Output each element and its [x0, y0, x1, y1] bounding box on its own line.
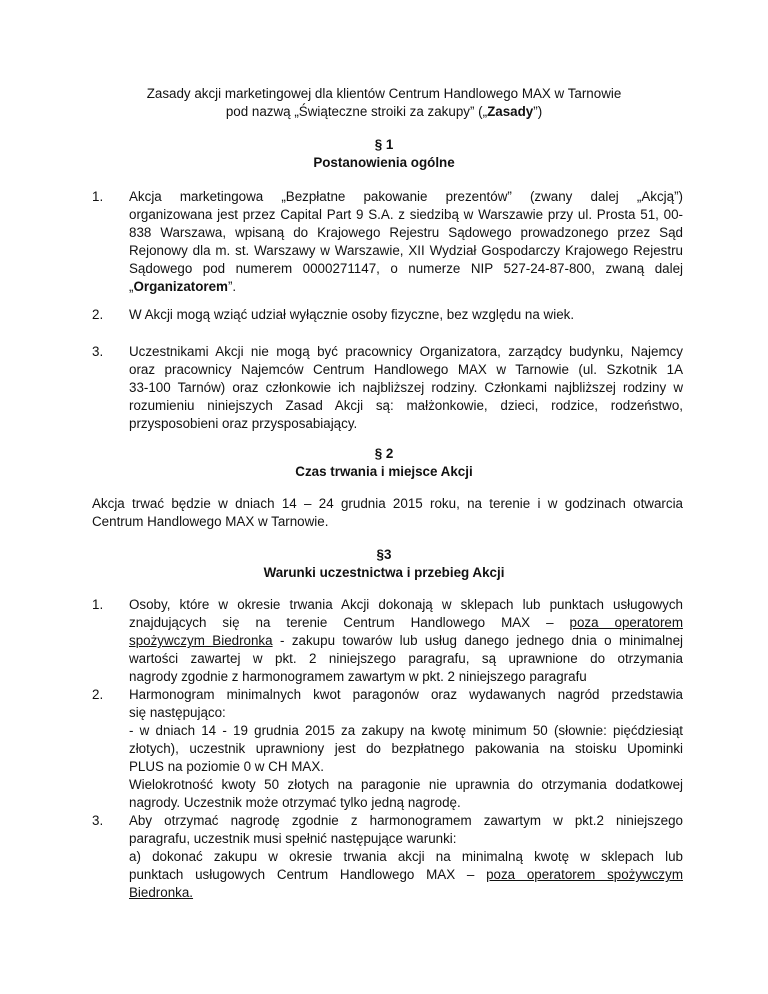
s1-item-3-number: 3. [92, 344, 104, 359]
title-line-1: Zasady akcji marketingowej dla klientów Centrum Handlowego MAX w Tarnowie [146, 86, 622, 101]
organizator-bold: Organizatorem [133, 279, 228, 294]
biedronka-end-underline: Biedronka. [129, 885, 194, 900]
s1-item-2-text: W Akcji mogą wziąć udział wyłącznie osoby fizyczne, bez względu na wiek. [129, 307, 575, 322]
section-2-title: Czas trwania i miejsce Akcji [295, 464, 473, 479]
s3-item-1-text: Osoby, które w okresie trwania Akcji dokonają w sklepach lub punktach usługowych znajdujących się na terenie Centrum Handlowego MAX – poza operatorem spożywczym Biedronka - zakupu towarów lub usług danego jednego dnia o minimalnej wartości zawartej w pkt. 2 niniejszego paragrafu, są uprawnione do otrzymania nagrody zgodnie z harmonogramem zawartym w pkt. 2 niniejszego paragrafu [129, 597, 684, 684]
section-3-number: §3 [376, 547, 392, 562]
s3-item-1-number: 1. [92, 597, 104, 612]
section-3-heading [0, 546, 768, 582]
section-2-text: Akcja trwać będzie w dniach 14 – 24 grudnia 2015 roku, na terenie i w godzinach otwarcia Centrum Handlowego MAX w Tarnowie. [92, 496, 683, 529]
title-line-2: pod nazwą „Świąteczne stroiki za zakupy” („Zasady”) [225, 104, 543, 119]
s1-item-2-number: 2. [92, 307, 104, 322]
biedronka-underline: spożywczym Biedronka [129, 633, 273, 648]
s1-item-1-text: Akcja marketingowa „Bezpłatne pakowanie prezentów” (zwany dalej „Akcją”) organizowana jest przez Capital Part 9 S.A. z siedzibą w Warszawie przy ul. Prosta 51, 00- 838 Warszawa, wpisaną do Krajowego Rejestru Sądowego prowadzonego przez Sąd Rejonowy dla m. st. Warszawy w Warszawie, XII Wydział Gospodarczy Krajowego Rejestru Sądowego pod numerem 0000271147, o numerze NIP 527-24-87-800, zwaną dalej „Organizatorem”. [129, 189, 683, 294]
section-2-heading [0, 445, 768, 481]
section-2-number: § 2 [374, 446, 394, 461]
poza-operatorem-spozywczym-underline: poza operatorem spożywczym [486, 867, 683, 882]
s3-item-2-number: 2. [92, 687, 104, 702]
title-bold-zasady: Zasady [487, 104, 534, 119]
s3-item-3-text: Aby otrzymać nagrodę zgodnie z harmonogramem zawartym w pkt.2 niniejszego paragrafu, uczestnik musi spełnić następujące warunki: a) dokonać zakupu w okresie trwania akcji na minimalną kwotę w sklepach lub punktach usługowych Centrum Handlowego MAX – poza operatorem spożywczym Biedronka. [129, 813, 683, 900]
document-title [0, 85, 768, 121]
poza-operatorem-underline: poza operatorem [569, 615, 684, 630]
section-3-title: Warunki uczestnictwa i przebieg Akcji [263, 565, 505, 580]
section-1-number: § 1 [374, 137, 394, 152]
s3-item-2-text: Harmonogram minimalnych kwot paragonów oraz wydawanych nagród przedstawia się następująco: - w dniach 14 - 19 grudnia 2015 za zakupy na kwotę minimum 50 (słownie: pięćdziesiąt złotych), uczestnik uprawniony jest do bezpłatnego pakowania na stoisku Upominki PLUS na poziomie 0 w CH MAX. Wielokrotność kwoty 50 złotych na paragonie nie uprawnia do otrzymania dodatkowej nagrody. Uczestnik może otrzymać tylko jedną nagrodę. [129, 687, 683, 810]
s3-item-3-number: 3. [92, 813, 104, 828]
s1-item-1-number: 1. [92, 189, 104, 204]
s1-item-3-text: Uczestnikami Akcji nie mogą być pracownicy Organizatora, zarządcy budynku, Najemcy oraz pracownicy Najemców Centrum Handlowego MAX w Tarnowie (ul. Szkotnik 1A 33-100 Tarnów) oraz członkowie ich najbliższej rodziny. Członkami najbliższej rodziny w rozumieniu niniejszych Zasad Akcji są: małżonkowie, dzieci, rodzice, rodzeństwo, przysposobieni oraz przysposabiający. [129, 344, 683, 431]
section-1-title: Postanowienia ogólne [313, 155, 455, 170]
section-1-heading [0, 136, 768, 172]
